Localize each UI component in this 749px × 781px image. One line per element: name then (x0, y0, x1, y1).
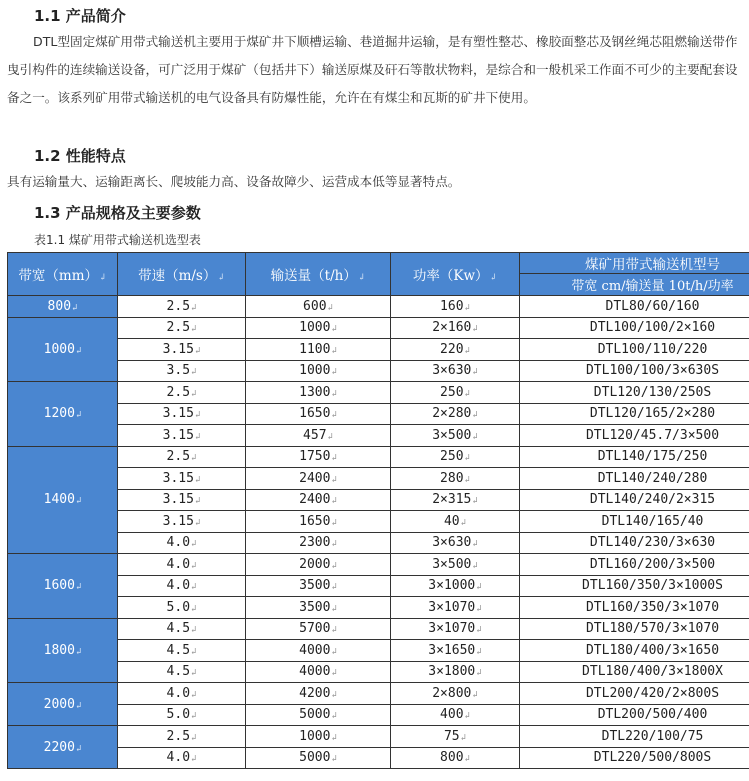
model-cell: DTL140/165/40 (520, 511, 749, 533)
table-row (8, 683, 749, 705)
power-cell: 3×1000↲ (391, 575, 520, 597)
model-cell: DTL180/400/3×1650 (520, 640, 749, 662)
belt-speed-cell: 3.15↲ (118, 489, 246, 511)
power-cell: 3×500↲ (391, 554, 520, 576)
belt-speed-cell: 4.0↲ (118, 532, 246, 554)
belt-speed-cell: 4.5↲ (118, 661, 246, 683)
model-cell: DTL180/400/3×1800X (520, 661, 749, 683)
power-cell: 2×160↲ (391, 317, 520, 339)
table-row (8, 468, 749, 490)
capacity-cell: 1000↲ (246, 726, 391, 748)
section-heading-intro: 1.1 产品简介 (34, 7, 126, 25)
model-cell: DTL80/60/160 (520, 296, 749, 318)
power-cell: 250↲ (391, 446, 520, 468)
selection-table-container (7, 252, 749, 781)
model-cell: DTL160/350/3×1000S (520, 575, 749, 597)
header-belt-width: 带宽（mm）↲ (8, 253, 118, 296)
table-row (8, 425, 749, 447)
table-row (8, 704, 749, 726)
belt-speed-cell: 3.15↲ (118, 511, 246, 533)
belt-speed-cell: 2.5↲ (118, 382, 246, 404)
capacity-cell: 2000↲ (246, 554, 391, 576)
table-row (8, 296, 749, 318)
power-cell: 3×1070↲ (391, 597, 520, 619)
power-cell: 3×630↲ (391, 532, 520, 554)
capacity-cell: 5700↲ (246, 618, 391, 640)
model-cell: DTL140/240/280 (520, 468, 749, 490)
belt-speed-cell: 3.5↲ (118, 360, 246, 382)
capacity-cell: 1750↲ (246, 446, 391, 468)
power-cell: 2×800↲ (391, 683, 520, 705)
belt-speed-cell: 4.0↲ (118, 683, 246, 705)
table-caption: 表1.1 煤矿用带式输送机选型表 (34, 233, 201, 247)
model-cell: DTL120/45.7/3×500 (520, 425, 749, 447)
belt-speed-cell: 2.5↲ (118, 296, 246, 318)
power-cell: 3×500↲ (391, 425, 520, 447)
capacity-cell: 1100↲ (246, 339, 391, 361)
table-body (8, 296, 749, 769)
power-cell: 40↲ (391, 511, 520, 533)
capacity-cell: 1300↲ (246, 382, 391, 404)
power-cell: 3×1070↲ (391, 618, 520, 640)
capacity-cell: 3500↲ (246, 597, 391, 619)
belt-width-cell: 1600↲ (8, 554, 118, 619)
model-cell: DTL140/230/3×630 (520, 532, 749, 554)
table-row (8, 446, 749, 468)
header-capacity: 输送量（t/h）↲ (246, 253, 391, 296)
table-row (8, 532, 749, 554)
power-cell: 280↲ (391, 468, 520, 490)
power-cell: 3×1650↲ (391, 640, 520, 662)
capacity-cell: 600↲ (246, 296, 391, 318)
belt-speed-cell: 3.15↲ (118, 339, 246, 361)
model-cell: DTL100/100/2×160 (520, 317, 749, 339)
belt-speed-cell: 3.15↲ (118, 468, 246, 490)
model-cell: DTL140/175/250 (520, 446, 749, 468)
table-row (8, 317, 749, 339)
table-row (8, 640, 749, 662)
belt-speed-cell: 4.0↲ (118, 747, 246, 769)
belt-width-cell: 1200↲ (8, 382, 118, 447)
belt-speed-cell: 2.5↲ (118, 317, 246, 339)
model-cell: DTL200/500/400 (520, 704, 749, 726)
belt-width-cell: 1000↲ (8, 317, 118, 382)
model-cell: DTL120/165/2×280 (520, 403, 749, 425)
table-row (8, 339, 749, 361)
belt-width-cell: 1800↲ (8, 618, 118, 683)
table-row (8, 403, 749, 425)
belt-speed-cell: 4.0↲ (118, 554, 246, 576)
capacity-cell: 4000↲ (246, 640, 391, 662)
table-row (8, 575, 749, 597)
model-cell: DTL220/100/75 (520, 726, 749, 748)
model-cell: DTL200/420/2×800S (520, 683, 749, 705)
model-cell: DTL120/130/250S (520, 382, 749, 404)
belt-speed-cell: 4.5↲ (118, 640, 246, 662)
belt-speed-cell: 3.15↲ (118, 403, 246, 425)
model-cell: DTL140/240/2×315 (520, 489, 749, 511)
features-paragraph: 具有运输量大、运输距离长、爬坡能力高、设备故障少、运营成本低等显著特点。 (7, 174, 461, 189)
section-heading-specs: 1.3 产品规格及主要参数 (34, 204, 201, 222)
belt-width-cell: 1400↲ (8, 446, 118, 554)
belt-width-cell: 2000↲ (8, 683, 118, 726)
power-cell: 220↲ (391, 339, 520, 361)
capacity-cell: 3500↲ (246, 575, 391, 597)
capacity-cell: 2400↲ (246, 468, 391, 490)
capacity-cell: 5000↲ (246, 704, 391, 726)
capacity-cell: 5000↲ (246, 747, 391, 769)
power-cell: 2×280↲ (391, 403, 520, 425)
model-cell: DTL180/570/3×1070 (520, 618, 749, 640)
power-cell: 2×315↲ (391, 489, 520, 511)
capacity-cell: 1000↲ (246, 317, 391, 339)
table-row (8, 489, 749, 511)
capacity-cell: 2400↲ (246, 489, 391, 511)
header-belt-speed: 带速（m/s）↲ (118, 253, 246, 296)
power-cell: 3×1800↲ (391, 661, 520, 683)
model-cell: DTL220/500/800S (520, 747, 749, 769)
capacity-cell: 2300↲ (246, 532, 391, 554)
belt-speed-cell: 5.0↲ (118, 704, 246, 726)
power-cell: 75↲ (391, 726, 520, 748)
belt-speed-cell: 2.5↲ (118, 446, 246, 468)
capacity-cell: 1000↲ (246, 360, 391, 382)
power-cell: 800↲ (391, 747, 520, 769)
belt-speed-cell: 4.0↲ (118, 575, 246, 597)
intro-paragraph: DTL型固定煤矿用带式输送机主要用于煤矿井下顺槽运输、巷道掘井运输，是有塑性整芯、橡胶面整芯及钢丝绳芯阻燃输送带作曳引构件的连续输送设备，可广泛用于煤矿（包括井下）输送原煤及矸石等散状物料，是综合和一般机采工作面不可少的主要配套设备之一。该系列矿用带式输送机的电气设备具有防爆性能，允许在有煤尘和瓦斯的矿井下使用。 (7, 34, 738, 105)
section-heading-features: 1.2 性能特点 (34, 147, 126, 165)
model-cell: DTL100/110/220 (520, 339, 749, 361)
model-cell: DTL100/100/3×630S (520, 360, 749, 382)
model-cell: DTL160/200/3×500 (520, 554, 749, 576)
table-row (8, 726, 749, 748)
header-power: 功率（Kw）↲ (391, 253, 520, 296)
table-row (8, 618, 749, 640)
capacity-cell: 457↲ (246, 425, 391, 447)
selection-table (7, 252, 749, 769)
belt-speed-cell: 5.0↲ (118, 597, 246, 619)
belt-speed-cell: 4.5↲ (118, 618, 246, 640)
belt-speed-cell: 3.15↲ (118, 425, 246, 447)
table-row (8, 597, 749, 619)
table-row (8, 382, 749, 404)
belt-width-cell: 2200↲ (8, 726, 118, 769)
capacity-cell: 1650↲ (246, 511, 391, 533)
power-cell: 250↲ (391, 382, 520, 404)
belt-width-cell: 800↲ (8, 296, 118, 318)
table-row (8, 554, 749, 576)
table-row (8, 360, 749, 382)
capacity-cell: 4200↲ (246, 683, 391, 705)
table-row (8, 747, 749, 769)
power-cell: 400↲ (391, 704, 520, 726)
header-model-sub: 带宽 cm/输送量 10t/h/功率 (520, 274, 749, 296)
power-cell: 3×630↲ (391, 360, 520, 382)
belt-speed-cell: 2.5↲ (118, 726, 246, 748)
header-model: 煤矿用带式输送机型号 (520, 253, 749, 274)
table-row (8, 661, 749, 683)
table-row (8, 511, 749, 533)
capacity-cell: 1650↲ (246, 403, 391, 425)
power-cell: 160↲ (391, 296, 520, 318)
capacity-cell: 4000↲ (246, 661, 391, 683)
model-cell: DTL160/350/3×1070 (520, 597, 749, 619)
